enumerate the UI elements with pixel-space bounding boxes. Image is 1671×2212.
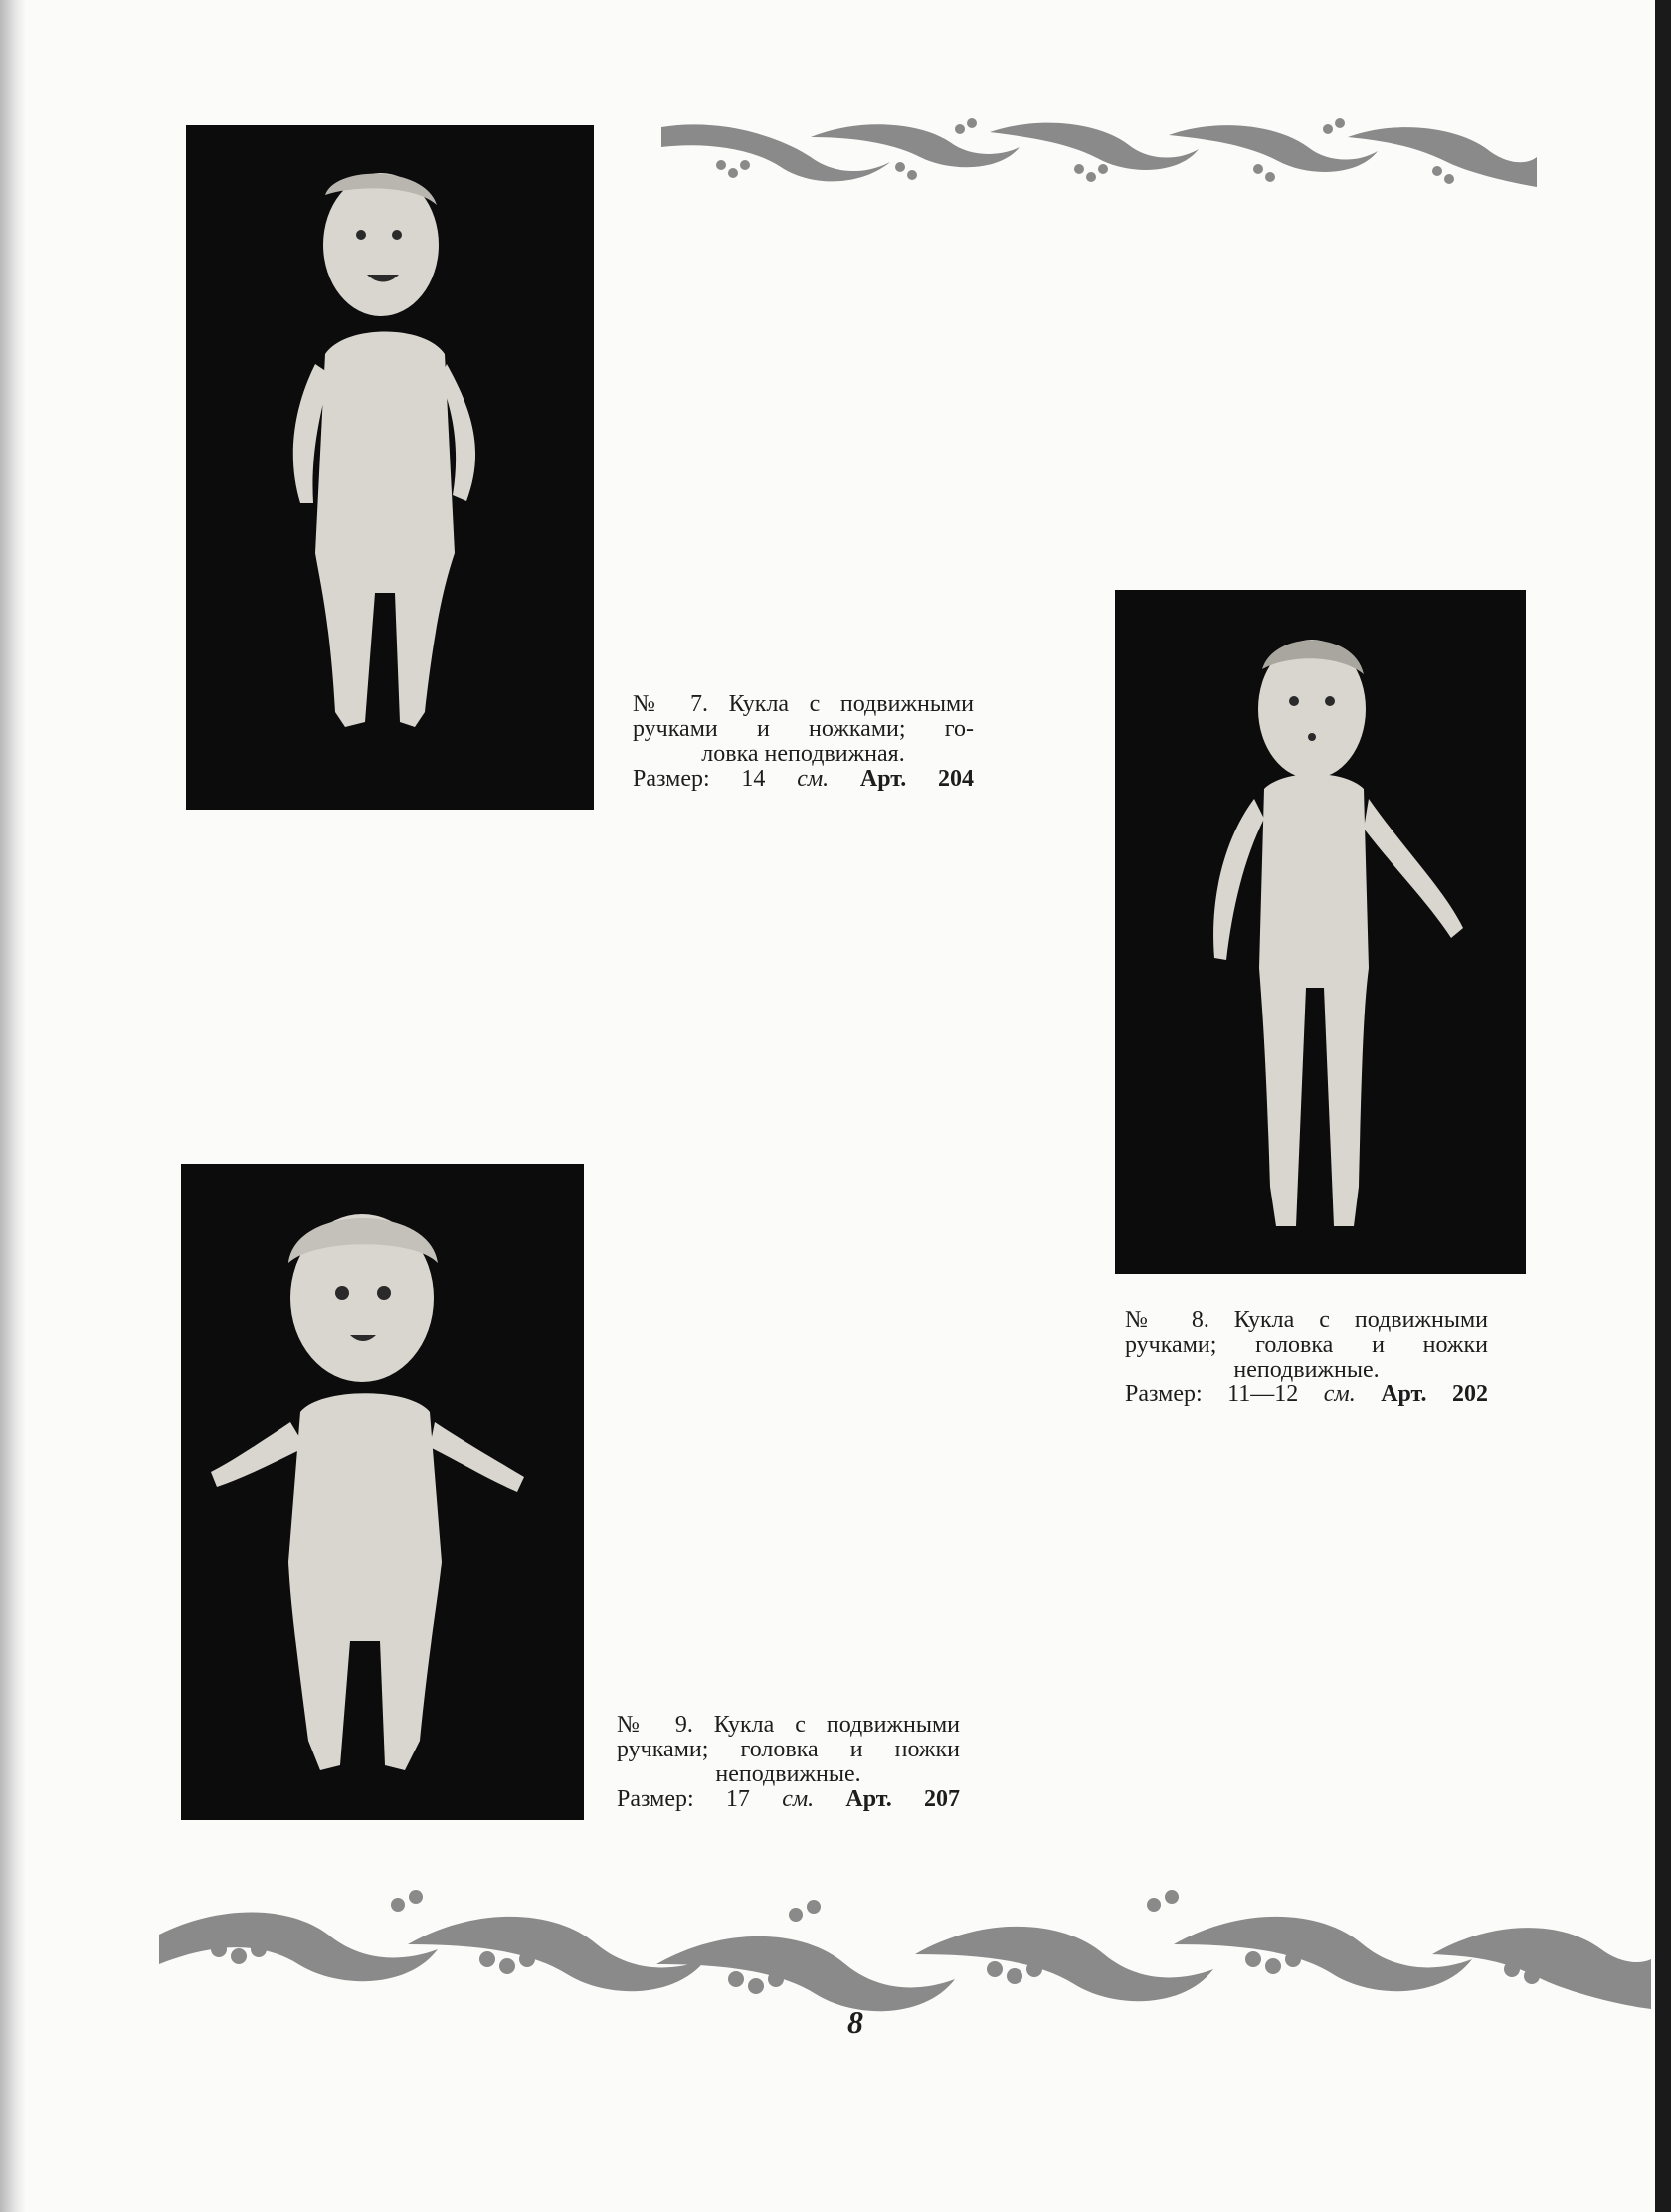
doll-9-caption-line-3: неподвижные. bbox=[715, 1761, 861, 1787]
doll-7-caption-line-2: ручками и ножками; го- bbox=[633, 716, 974, 742]
doll-7-size-label: Размер: bbox=[633, 766, 710, 792]
doll-7-article: Арт. 204 bbox=[859, 766, 975, 792]
doll-8-size-label: Размер: bbox=[1125, 1382, 1203, 1407]
doll-7-size-unit: см. bbox=[797, 766, 830, 792]
doll-9-size-unit: см. bbox=[782, 1786, 815, 1812]
doll-9-size-label: Размер: bbox=[617, 1786, 694, 1812]
page-edge-shadow bbox=[0, 0, 26, 2212]
doll-9-size-value: 17 bbox=[725, 1786, 750, 1812]
doll-7-size-value: 14 bbox=[741, 766, 766, 792]
doll-7-photo bbox=[186, 125, 594, 810]
doll-9-photo bbox=[181, 1164, 584, 1820]
page-number: 8 bbox=[847, 2004, 863, 2040]
top-ornament-border bbox=[661, 117, 1537, 193]
doll-7-size-line bbox=[633, 767, 974, 792]
doll-9-size-line bbox=[617, 1787, 960, 1812]
doll-9-caption-line-1: № 9. Кукла с подвижными bbox=[617, 1712, 960, 1738]
doll-7-caption-line-1: № 7. Кукла с подвижными bbox=[633, 691, 974, 717]
doll-8-caption-line-1: № 8. Кукла с подвижными bbox=[1125, 1307, 1488, 1333]
doll-8-size-unit: см. bbox=[1323, 1382, 1356, 1407]
doll-7-caption-line-3: ловка неподвижная. bbox=[701, 741, 905, 767]
doll-8-article: Арт. 202 bbox=[1381, 1382, 1489, 1407]
doll-7-caption bbox=[633, 692, 974, 792]
doll-9-caption-line-2: ручками; головка и ножки bbox=[617, 1737, 960, 1762]
doll-8-caption bbox=[1125, 1308, 1488, 1407]
doll-8-size-line bbox=[1125, 1382, 1488, 1407]
doll-8-photo bbox=[1115, 590, 1526, 1274]
doll-8-size-value: 11—12 bbox=[1227, 1382, 1299, 1407]
doll-8-caption-line-2: ручками; головка и ножки bbox=[1125, 1332, 1488, 1358]
doll-8-caption-line-3: неподвижные. bbox=[1233, 1357, 1380, 1382]
doll-9-caption bbox=[617, 1713, 960, 1812]
doll-9-article: Арт. 207 bbox=[845, 1786, 961, 1812]
